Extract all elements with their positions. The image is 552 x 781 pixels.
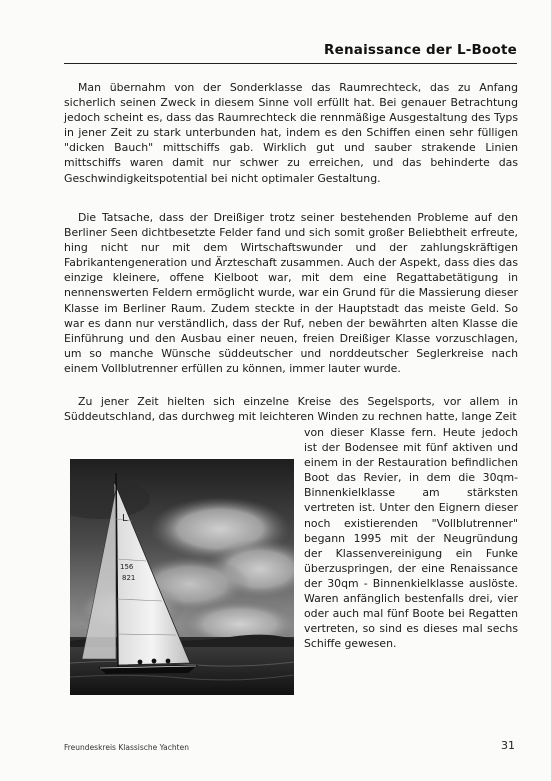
sail-number-top: 156: [120, 563, 134, 571]
sail-number-bottom: 821: [122, 574, 136, 582]
body-paragraph-3: Zu jener Zeit hielten sich einzelne Kreise des Segelsports, vor allem in Süddeutschland, das durchweg mit leichteren Winden zu rechnen hatte, lange Zeit: [64, 395, 518, 424]
page-number: 31: [501, 739, 515, 752]
sail-class-mark: L: [122, 513, 128, 524]
body-paragraph-2: Die Tatsache, dass der Dreißiger trotz seiner bestehenden Probleme auf den Berliner Seen dichtbesetzte Felder fand und sich somit großer Beliebtheit erfreute, hing nicht nur mit dem Wirtschaftswunder und der zahlungskräftigen Fabrikantengeneration und Ärzteschaft zusammen. Auch der Aspekt, dass dies das einzige kleinere, offene Kielboot war, mit dem eine Regattabetätigung in nennenswerten Feldern ermöglicht wurde, war ein Grund für die Massierung dieser Klasse im Berliner Raum. Zudem steckte in der Hauptstadt das meiste Geld. So war es dann nur verständlich, dass der Ruf, neben der bewährten alten Klasse die Einführung und den Ausbau einer neuen, freien Dreißiger Klasse vorzuschlagen, um so manche Wünsche süddeutscher und norddeutscher Seglerkreise nach einem Vollblutrenner erfüllen zu können, immer lauter wurde.: [64, 211, 518, 375]
sailing-yacht-photo: [70, 459, 294, 695]
header-rule: [64, 63, 517, 64]
body-paragraph-1: Man übernahm von der Sonderklasse das Raumrechteck, das zu Anfang sicherlich seinen Zweck in diesem Sinne voll erfüllt hat. Bei genauer Betrachtung jedoch scheint es, dass das Raumrechteck die rennmäßige Ausgestaltung des Typs in jener Zeit zu stark unterbunden hat, indem es den Schiffen einen sehr fülligen "dicken Bauch" mittschiffs gab. Wirklich gut und sauber strakende Linien mittschiffs waren damit nur schwer zu erreichen, und das behinderte das Geschwindigkeitspotential bei nicht optimaler Gestaltung.: [64, 81, 518, 185]
footer-publisher: Freundeskreis Klassische Yachten: [64, 743, 189, 752]
body-paragraph-3-continued: von dieser Klasse fern. Heute jedoch ist der Bodensee mit fünf aktiven und einem in der Restauration befindlichen Boot das Revier, in dem die 30qm-Binnenkielklasse am stärksten vertreten ist. Unter den Eignern dieser noch existierenden "Vollblutrenner" begann 1995 mit der Neugründung der Klassenvereinigung ein Funke überzuspringen, der eine Renaissance der 30qm - Binnenkielklasse auslöste. Waren anfänglich bestenfalls drei, vier oder auch mal fünf Boote bei Regatten vertreten, so sind es dieses mal sechs Schiffe gewesen.: [304, 426, 518, 651]
page-header-title: Renaissance der L-Boote: [324, 42, 517, 58]
